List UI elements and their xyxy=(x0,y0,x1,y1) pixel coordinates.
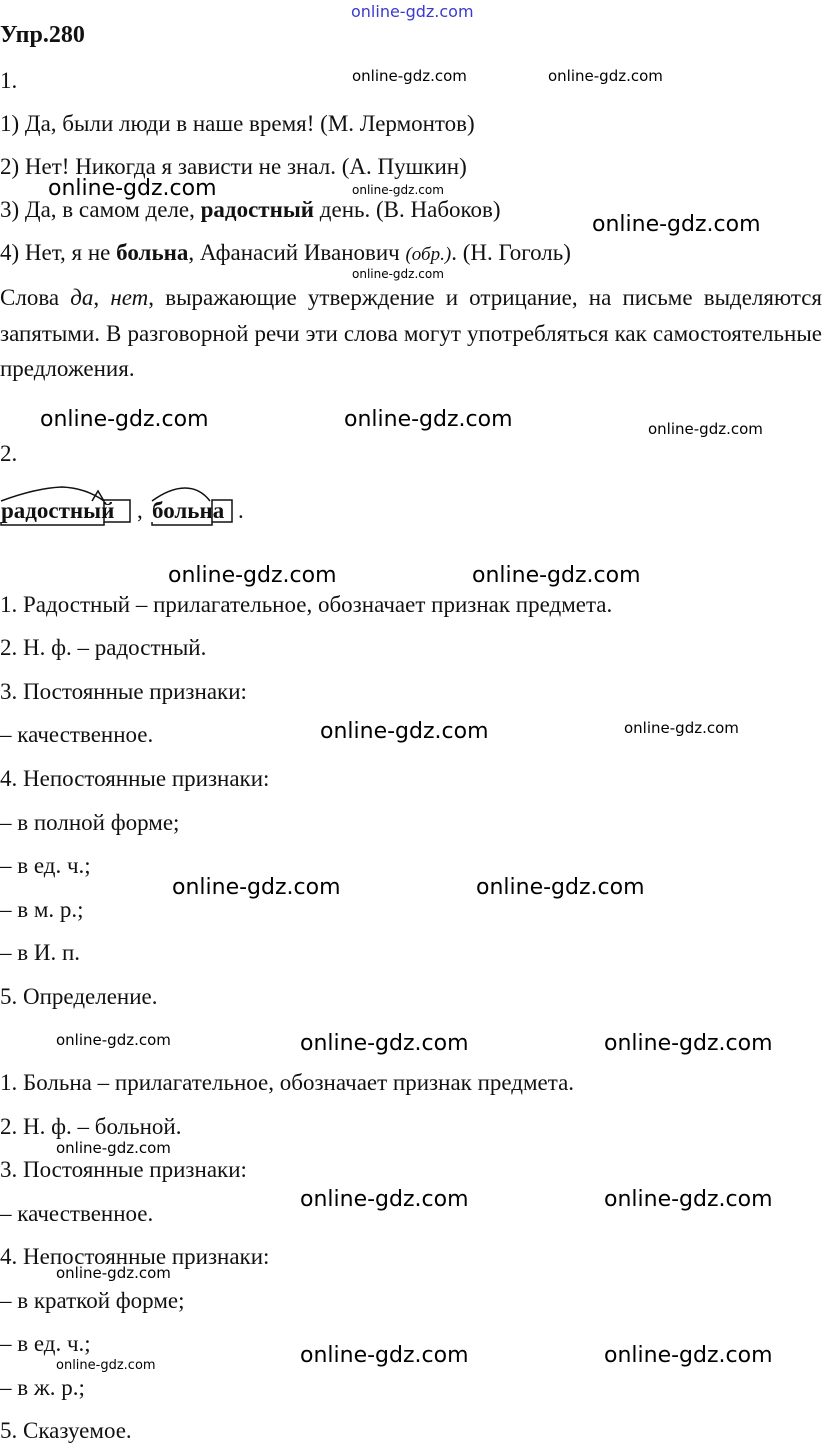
analysis1-line-4: – качественное. xyxy=(0,722,154,747)
sentence-1 xyxy=(0,111,475,137)
analysis2-line-5: 4. Непостоянные признаки: xyxy=(0,1244,270,1269)
watermark: online-gdz.com xyxy=(56,1264,171,1282)
analysis2-line-9: 5. Сказуемое. xyxy=(0,1418,132,1443)
analysis2-line-7: – в ед. ч.; xyxy=(0,1331,91,1356)
watermark: online-gdz.com xyxy=(40,407,209,432)
analysis2-line-4: – качественное. xyxy=(0,1201,154,1226)
watermark: online-gdz.com xyxy=(604,1031,773,1056)
watermark: online-gdz.com xyxy=(476,875,645,900)
sentence-4-italic: (обр.) xyxy=(405,244,452,265)
sentence-1-text: 1) Да, были люди в наше время! (М. Лермонтов) xyxy=(0,111,475,136)
sentence-4-middle: , Афанасий Иванович xyxy=(188,240,406,265)
watermark: online-gdz.com xyxy=(300,1187,469,1212)
sentence-4-bold-word: больна xyxy=(116,240,189,265)
rule-text-b: , xyxy=(93,285,111,310)
watermark: online-gdz.com xyxy=(648,420,763,438)
parsed-word-end: . xyxy=(238,498,244,523)
exercise-title: Упр.280 xyxy=(0,22,85,48)
rule-word-da: да xyxy=(70,285,94,310)
analysis2-line-6: – в краткой форме; xyxy=(0,1288,185,1313)
watermark: online-gdz.com xyxy=(56,1358,156,1373)
watermark: online-gdz.com xyxy=(352,67,467,85)
sentence-4-prefix: 4) Нет, я не xyxy=(0,240,117,265)
parsed-word-separator: , xyxy=(137,498,143,523)
part2-number: 2. xyxy=(0,441,18,466)
rule-word-net: нет xyxy=(110,285,149,310)
watermark: online-gdz.com xyxy=(56,1139,171,1157)
analysis1-line-2: 2. Н. ф. – радостный. xyxy=(0,635,207,660)
sentence-4-suffix: . (Н. Гоголь) xyxy=(451,240,571,265)
watermark: online-gdz.com xyxy=(300,1343,469,1368)
watermark: online-gdz.com xyxy=(320,719,489,744)
watermark: online-gdz.com xyxy=(344,407,513,432)
watermark: online-gdz.com xyxy=(172,875,341,900)
sentence-3-bold-word: радостный xyxy=(200,197,315,222)
watermark: online-gdz.com xyxy=(300,1031,469,1056)
morpheme-parsing xyxy=(0,484,260,524)
sentence-3-suffix: день. (В. Набоков) xyxy=(314,197,501,222)
analysis1-line-6: – в полной форме; xyxy=(0,810,180,835)
watermark: online-gdz.com xyxy=(168,563,337,588)
watermark: online-gdz.com xyxy=(352,267,444,281)
part1-number: 1. xyxy=(0,68,18,93)
rule-text-c: , выражающие утверждение и отрицание, на письме выделяются запятыми. В разговорной речи эти слова могут употребляться как самостоятельные предложения. xyxy=(0,285,823,381)
watermark: online-gdz.com xyxy=(592,212,761,237)
sentence-4 xyxy=(0,240,571,268)
sentence-3-prefix: 3) Да, в самом деле, xyxy=(0,197,201,222)
watermark: online-gdz.com xyxy=(624,719,739,737)
watermark: online-gdz.com xyxy=(472,563,641,588)
site-watermark-top: online-gdz.com xyxy=(351,2,474,21)
watermark: online-gdz.com xyxy=(604,1187,773,1212)
rule-paragraph xyxy=(0,280,822,387)
watermark: online-gdz.com xyxy=(56,1031,171,1049)
sentence-2-text: 2) Нет! Никогда я зависти не знал. (А. Пушкин) xyxy=(0,154,467,179)
analysis2-line-2: 2. Н. ф. – больной. xyxy=(0,1114,182,1139)
analysis1-line-3: 3. Постоянные признаки: xyxy=(0,679,247,704)
parsed-word-2: больна xyxy=(152,498,225,523)
watermark: online-gdz.com xyxy=(548,67,663,85)
analysis2-line-8: – в ж. р.; xyxy=(0,1375,85,1400)
analysis2-line-3: 3. Постоянные признаки: xyxy=(0,1157,247,1182)
analysis1-line-5: 4. Непостоянные признаки: xyxy=(0,766,270,791)
analysis1-line-9: – в И. п. xyxy=(0,940,81,965)
analysis2-line-1: 1. Больна – прилагательное, обозначает признак предмета. xyxy=(0,1070,575,1095)
watermark: online-gdz.com xyxy=(48,176,217,201)
watermark: online-gdz.com xyxy=(352,183,444,197)
analysis1-line-8: – в м. р.; xyxy=(0,897,84,922)
analysis1-line-7: – в ед. ч.; xyxy=(0,853,91,878)
watermark: online-gdz.com xyxy=(604,1343,773,1368)
parsed-word-1: радостный xyxy=(1,498,115,523)
rule-text-a: Слова xyxy=(0,285,71,310)
analysis1-line-10: 5. Определение. xyxy=(0,984,158,1009)
analysis1-line-1: 1. Радостный – прилагательное, обозначает признак предмета. xyxy=(0,592,613,617)
